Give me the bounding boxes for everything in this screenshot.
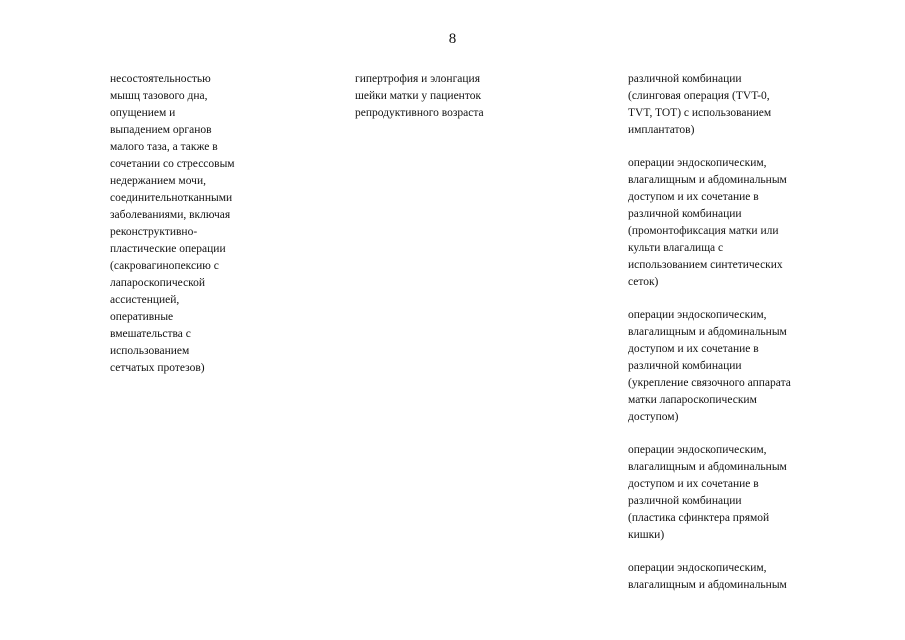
- page-number: 8: [448, 31, 457, 47]
- column-condition: [355, 71, 535, 122]
- column2-text: гипертрофия и элонгация шейки матки у пациенток репродуктивного возраста: [355, 73, 484, 119]
- treatment-paragraph: различной комбинации (слинговая операция (TVT-0, TVT, TOT) с использованием имплантатов): [628, 73, 772, 136]
- column-treatment-methods: [628, 71, 828, 610]
- treatment-paragraph: операции эндоскопическим, влагалищным и абдоминальным доступом и их сочетание в различной комбинации (укрепление связочного аппарата матки лапароскопическим доступом): [628, 309, 791, 423]
- treatment-paragraph: операции эндоскопическим, влагалищным и абдоминальным доступом и их сочетание в различной комбинации (пластика сфинктера прямой кишки): [628, 444, 787, 541]
- treatment-paragraph: операции эндоскопическим, влагалищным и абдоминальным доступом и их сочетание в различной комбинации (промонтофиксация матки или культи влагалища с использованием синтетических сеток): [628, 157, 787, 288]
- column1-text: несостоятельностью мышц тазового дна, опущением и выпадением органов малого таза, а также в сочетании со стрессовым недержанием мочи, соединительнотканными заболеваниями, включая реконструктивно- пластические операции (сакровагинопексию с лапароскопической ассистенцией, оперативные вмешательства с использованием сетчатых протезов): [110, 73, 235, 374]
- treatment-paragraph: операции эндоскопическим, влагалищным и абдоминальным: [628, 562, 787, 591]
- column-diagnosis-description: [110, 71, 280, 377]
